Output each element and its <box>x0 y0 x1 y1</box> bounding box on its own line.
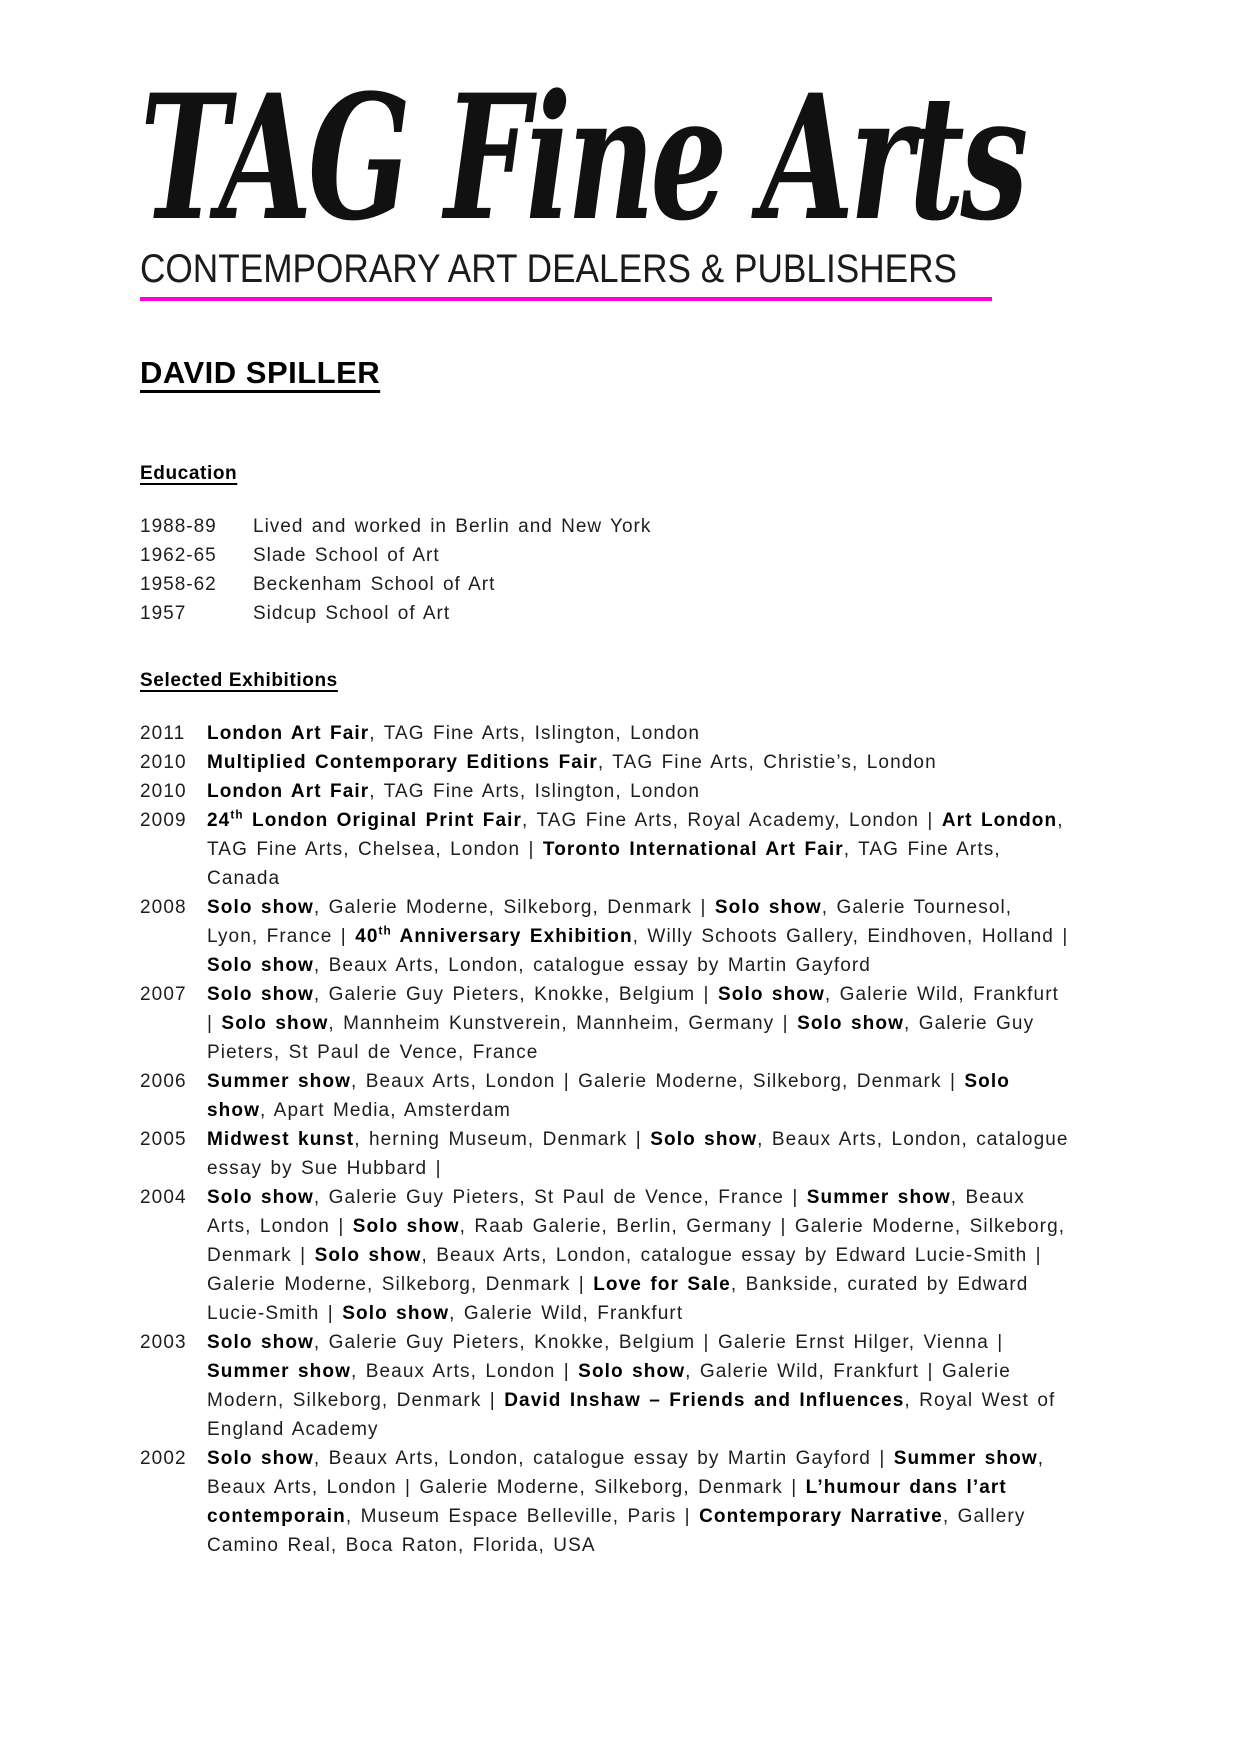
exhibition-row <box>140 1125 1080 1183</box>
artist-name: DAVID SPILLER <box>140 355 381 390</box>
exhibitions-heading: Selected Exhibitions <box>140 670 338 691</box>
education-row <box>140 599 1080 628</box>
exhibition-row <box>140 893 1080 980</box>
exhibition-year: 2008 <box>140 897 187 918</box>
education-detail: Lived and worked in Berlin and New York <box>253 516 652 537</box>
exhibition-year: 2011 <box>140 723 186 744</box>
exhibition-year: 2010 <box>140 752 187 773</box>
education-detail: Slade School of Art <box>253 545 440 566</box>
exhibition-row <box>140 1067 1080 1125</box>
exhibitions-section <box>140 628 1080 1560</box>
exhibition-row <box>140 719 1080 748</box>
exhibition-year: 2005 <box>140 1129 187 1150</box>
exhibition-year: 2004 <box>140 1187 187 1208</box>
exhibition-year: 2009 <box>140 810 187 831</box>
exhibition-detail: London Art Fair, TAG Fine Arts, Islington, London <box>207 723 701 744</box>
exhibition-year: 2010 <box>140 781 187 802</box>
exhibition-row <box>140 806 1080 893</box>
exhibition-detail: Summer show, Beaux Arts, London | Galerie Moderne, Silkeborg, Denmark | Solo show, Apart Media, Amsterdam <box>207 1071 1010 1121</box>
education-row <box>140 541 1080 570</box>
exhibition-detail: Midwest kunst, herning Museum, Denmark | Solo show, Beaux Arts, London, catalogue essay by Sue Hubbard | <box>207 1129 1069 1179</box>
exhibition-row <box>140 1444 1080 1560</box>
exhibition-row <box>140 980 1080 1067</box>
exhibition-detail: London Art Fair, TAG Fine Arts, Islington, London <box>207 781 701 802</box>
exhibitions-list <box>140 719 1080 1560</box>
education-years: 1988-89 <box>140 516 217 537</box>
exhibition-row <box>140 777 1080 806</box>
exhibition-row <box>140 748 1080 777</box>
education-years: 1958-62 <box>140 574 217 595</box>
exhibition-row <box>140 1328 1080 1444</box>
exhibition-detail: Solo show, Galerie Moderne, Silkeborg, Denmark | Solo show, Galerie Tournesol, Lyon, France | 40th Anniversary Exhibition, Willy Schoots Gallery, Eindhoven, Holland | Solo show, Beaux Arts, London, catalogue essay by Martin Gayford <box>207 897 1069 976</box>
logo-accent-rule <box>140 297 992 301</box>
education-list <box>140 512 1080 628</box>
exhibition-row <box>140 1183 1080 1328</box>
education-years: 1962-65 <box>140 545 217 566</box>
exhibition-detail: Solo show, Galerie Guy Pieters, St Paul de Vence, France | Summer show, Beaux Arts, London | Solo show, Raab Galerie, Berlin, Germany | Galerie Moderne, Silkeborg, Denmark | Solo show, Beaux Arts, London, catalogue essay by Edward Lucie-Smith | Galerie Moderne, Silkeborg, Denmark | Love for Sale, Bankside, curated by Edward Lucie-Smith | Solo show, Galerie Wild, Frankfurt <box>207 1187 1066 1324</box>
exhibition-year: 2002 <box>140 1448 187 1469</box>
exhibition-detail: 24th London Original Print Fair, TAG Fine Arts, Royal Academy, London | Art London, TAG Fine Arts, Chelsea, London | Toronto International Art Fair, TAG Fine Arts, Canada <box>207 808 1064 889</box>
logo-subtitle: CONTEMPORARY ART DEALERS & PUBLISHERS <box>140 247 958 291</box>
exhibition-detail: Solo show, Beaux Arts, London, catalogue essay by Martin Gayford | Summer show, Beaux Arts, London | Galerie Moderne, Silkeborg, Denmark | L’humour dans l’art contemporain, Museum Espace Belleville, Paris | Contemporary Narrative, Gallery Camino Real, Boca Raton, Florida, USA <box>207 1448 1045 1556</box>
logo <box>140 56 1080 301</box>
logo-title: TAG Fine Arts <box>140 56 1025 259</box>
exhibition-year: 2003 <box>140 1332 187 1353</box>
exhibition-detail: Solo show, Galerie Guy Pieters, Knokke, Belgium | Solo show, Galerie Wild, Frankfurt | Solo show, Mannheim Kunstverein, Mannheim, Germany | Solo show, Galerie Guy Pieters, St Paul de Vence, France <box>207 984 1059 1063</box>
exhibition-detail: Multiplied Contemporary Editions Fair, TAG Fine Arts, Christie’s, London <box>207 752 937 773</box>
exhibition-detail: Solo show, Galerie Guy Pieters, Knokke, Belgium | Galerie Ernst Hilger, Vienna | Summer show, Beaux Arts, London | Solo show, Galerie Wild, Frankfurt | Galerie Modern, Silkeborg, Denmark | David Inshaw – Friends and Influences, Royal West of England Academy <box>207 1332 1056 1440</box>
education-detail: Sidcup School of Art <box>253 603 451 624</box>
education-row <box>140 570 1080 599</box>
education-heading: Education <box>140 463 238 484</box>
education-row <box>140 512 1080 541</box>
education-section <box>140 391 1080 628</box>
education-detail: Beckenham School of Art <box>253 574 496 595</box>
exhibition-year: 2006 <box>140 1071 187 1092</box>
exhibition-year: 2007 <box>140 984 187 1005</box>
education-years: 1957 <box>140 603 187 624</box>
